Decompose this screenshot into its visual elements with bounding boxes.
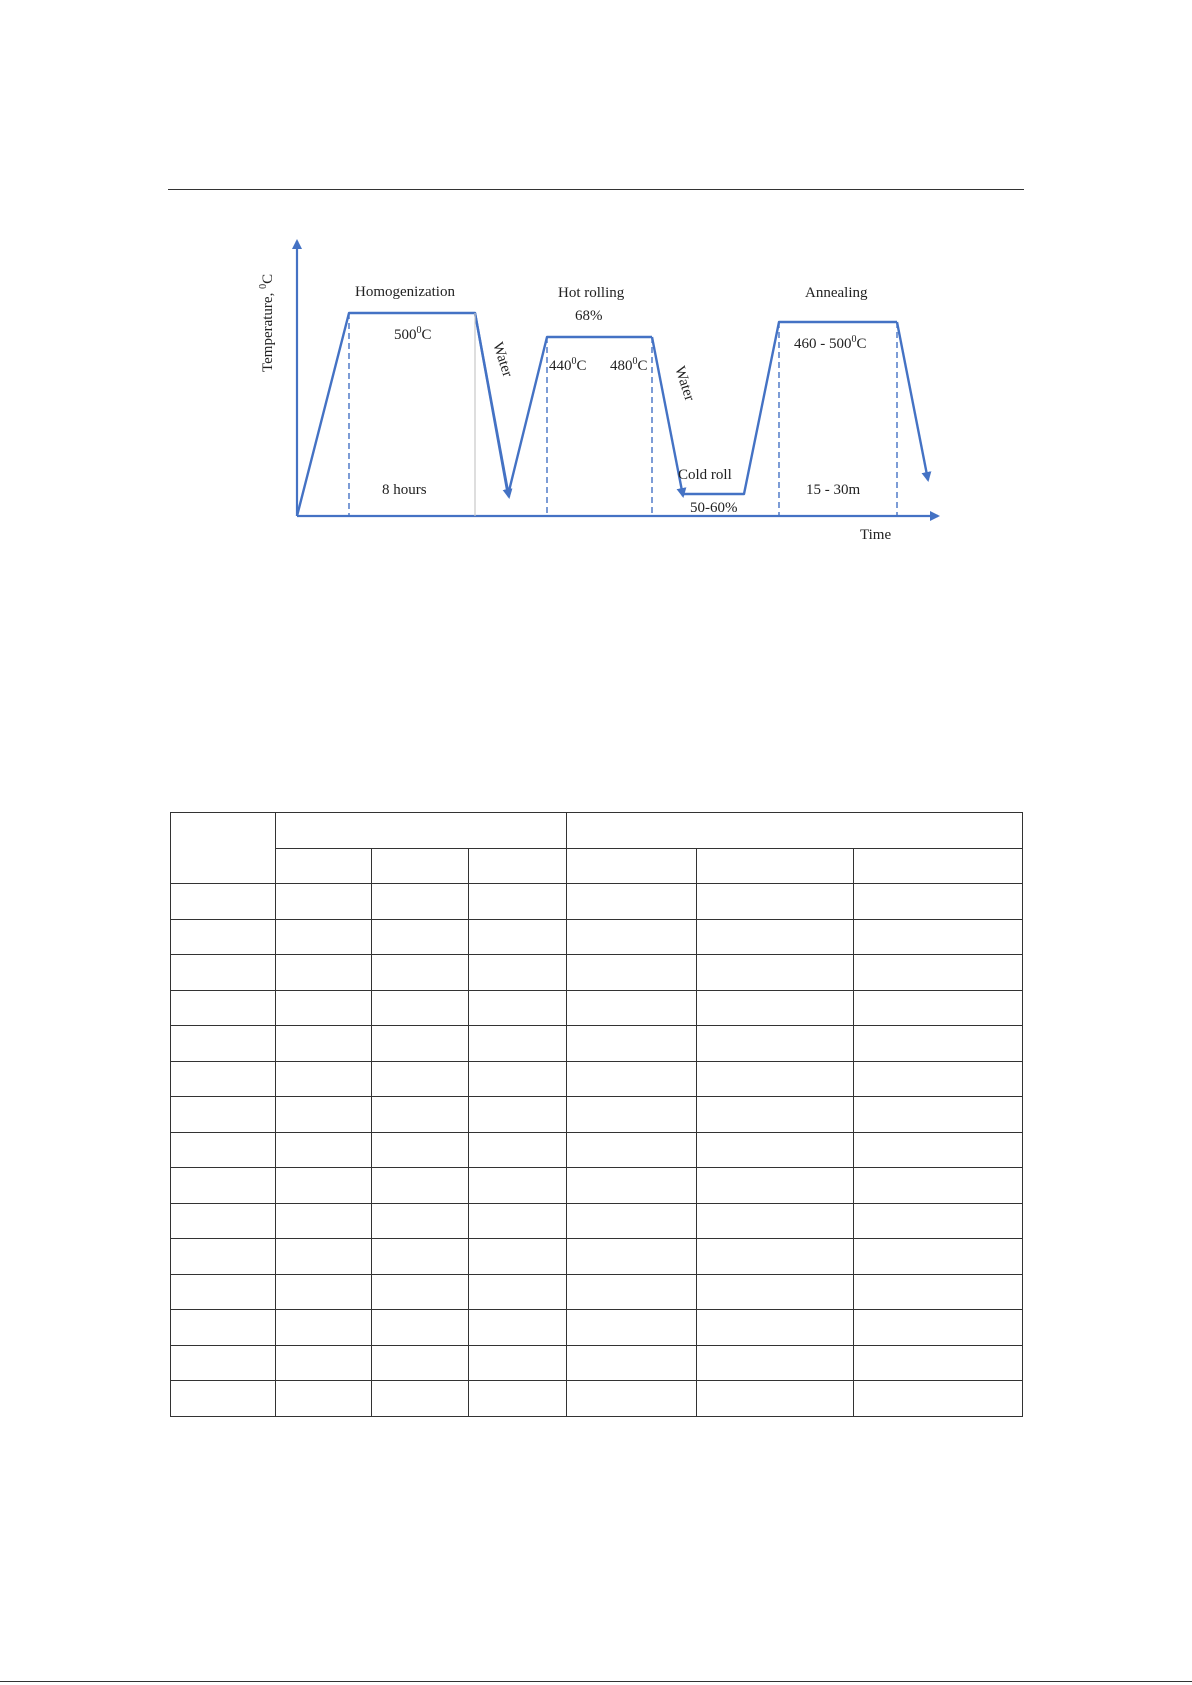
table-cell bbox=[469, 1345, 567, 1381]
table-cell bbox=[697, 1132, 854, 1168]
table-cell bbox=[469, 1132, 567, 1168]
table-cell bbox=[372, 884, 469, 920]
table-row bbox=[171, 1381, 1023, 1417]
table-cell bbox=[567, 990, 697, 1026]
table-cell bbox=[567, 1381, 697, 1417]
table-cell bbox=[469, 1061, 567, 1097]
table-cell bbox=[276, 1345, 372, 1381]
table-group-header-1 bbox=[276, 813, 567, 849]
table-cell bbox=[697, 990, 854, 1026]
table-cell bbox=[567, 1061, 697, 1097]
table-cell bbox=[469, 919, 567, 955]
x-axis-label: Time bbox=[860, 527, 892, 543]
water-label-1: Water bbox=[489, 340, 516, 379]
table-subheader bbox=[469, 848, 567, 884]
table-cell bbox=[469, 1310, 567, 1346]
table-cell bbox=[697, 1203, 854, 1239]
table-cell bbox=[469, 1168, 567, 1204]
table-row bbox=[171, 1274, 1023, 1310]
table-header-row bbox=[171, 813, 1023, 849]
table-cell bbox=[567, 1203, 697, 1239]
table-cell bbox=[276, 1061, 372, 1097]
table-row bbox=[171, 1239, 1023, 1275]
table-cell bbox=[469, 1203, 567, 1239]
table-cell bbox=[854, 1345, 1023, 1381]
table-cell bbox=[697, 1345, 854, 1381]
table-cell bbox=[697, 1310, 854, 1346]
table-cell bbox=[469, 884, 567, 920]
table-cell bbox=[854, 1274, 1023, 1310]
table-cell bbox=[854, 955, 1023, 991]
table-cell bbox=[171, 1239, 276, 1275]
homogenization-title: Homogenization bbox=[355, 284, 455, 300]
table-row bbox=[171, 990, 1023, 1026]
table-cell bbox=[697, 955, 854, 991]
table-cell bbox=[276, 1026, 372, 1062]
table-cell bbox=[372, 919, 469, 955]
table-cell bbox=[854, 1381, 1023, 1417]
table-cell bbox=[171, 1132, 276, 1168]
table-row bbox=[171, 919, 1023, 955]
table-cell bbox=[171, 1061, 276, 1097]
table-cell bbox=[276, 1381, 372, 1417]
table-row bbox=[171, 1310, 1023, 1346]
table-cell bbox=[697, 1274, 854, 1310]
table-cell bbox=[854, 919, 1023, 955]
table-cell bbox=[567, 955, 697, 991]
table-row bbox=[171, 1132, 1023, 1168]
cold-roll-reduction: 50-60% bbox=[690, 500, 738, 516]
table-group-header-2 bbox=[567, 813, 1023, 849]
table-cell bbox=[469, 1026, 567, 1062]
table-cell bbox=[171, 1168, 276, 1204]
table-cell bbox=[171, 990, 276, 1026]
table-cell bbox=[372, 1026, 469, 1062]
footer-rule bbox=[0, 1681, 1192, 1682]
table-cell bbox=[276, 990, 372, 1026]
table-cell bbox=[567, 884, 697, 920]
table-cell bbox=[276, 1310, 372, 1346]
table-row bbox=[171, 1061, 1023, 1097]
homogenization-temperature: $500^0C$ bbox=[394, 325, 432, 343]
table-cell bbox=[276, 1203, 372, 1239]
table-cell bbox=[372, 990, 469, 1026]
hot-rolling-temp-start: $440^0C$ bbox=[549, 356, 587, 374]
y-axis-label: Temperature, $^0$C bbox=[258, 273, 276, 372]
table-cell bbox=[567, 1097, 697, 1133]
hot-rolling-title: Hot rolling bbox=[558, 285, 625, 301]
table-cell bbox=[276, 1097, 372, 1133]
table-row bbox=[171, 1345, 1023, 1381]
table-subheader-row bbox=[171, 848, 1023, 884]
table-cell bbox=[854, 1097, 1023, 1133]
table-cell bbox=[372, 1310, 469, 1346]
table-cell bbox=[469, 990, 567, 1026]
table-cell bbox=[171, 955, 276, 991]
table-cell bbox=[171, 1097, 276, 1133]
table-subheader bbox=[276, 848, 372, 884]
table-cell bbox=[469, 1381, 567, 1417]
table-cell bbox=[372, 1097, 469, 1133]
table-cell bbox=[469, 1274, 567, 1310]
table-cell bbox=[372, 1274, 469, 1310]
table-cell bbox=[697, 1026, 854, 1062]
table-cell bbox=[854, 1239, 1023, 1275]
table-cell bbox=[567, 1168, 697, 1204]
table-subheader bbox=[372, 848, 469, 884]
hot-rolling-temp-end: $480^0C$ bbox=[610, 356, 648, 374]
table-cell bbox=[567, 1026, 697, 1062]
table-cell bbox=[171, 884, 276, 920]
table-cell bbox=[276, 884, 372, 920]
table-cell bbox=[697, 1097, 854, 1133]
annealing-duration: 15 - 30m bbox=[806, 482, 861, 498]
hot-rolling-reduction: 68% bbox=[575, 308, 603, 324]
table-cell bbox=[372, 1239, 469, 1275]
table-cell bbox=[276, 919, 372, 955]
table-cell bbox=[854, 1203, 1023, 1239]
table-cell bbox=[567, 1310, 697, 1346]
heat-treatment-diagram bbox=[0, 0, 1192, 560]
table-cell bbox=[697, 1168, 854, 1204]
table-cell bbox=[469, 1239, 567, 1275]
table-cell bbox=[276, 955, 372, 991]
table-cell bbox=[171, 1345, 276, 1381]
table-cell bbox=[469, 955, 567, 991]
table-cell bbox=[276, 1274, 372, 1310]
table-cell bbox=[171, 919, 276, 955]
table-row bbox=[171, 1203, 1023, 1239]
table-cell bbox=[372, 1168, 469, 1204]
table-subheader bbox=[697, 848, 854, 884]
table-cell bbox=[171, 1381, 276, 1417]
table-cell bbox=[171, 1203, 276, 1239]
table-cell bbox=[567, 1345, 697, 1381]
final-cooling-arrow bbox=[897, 322, 928, 480]
table-cell bbox=[854, 1061, 1023, 1097]
table-cell bbox=[372, 1345, 469, 1381]
table-row bbox=[171, 1026, 1023, 1062]
table-cell bbox=[697, 919, 854, 955]
table-cell bbox=[276, 1239, 372, 1275]
table-cell bbox=[567, 919, 697, 955]
table-cell bbox=[276, 1132, 372, 1168]
table-cell bbox=[697, 1381, 854, 1417]
cold-roll-title: Cold roll bbox=[678, 467, 732, 483]
table-cell bbox=[171, 1310, 276, 1346]
table-cell bbox=[697, 884, 854, 920]
table-cell bbox=[697, 1239, 854, 1275]
table-cell bbox=[854, 1168, 1023, 1204]
table-cell bbox=[372, 1203, 469, 1239]
data-table bbox=[170, 812, 1023, 1417]
table-cell bbox=[171, 1026, 276, 1062]
table-cell bbox=[372, 1381, 469, 1417]
table-cell bbox=[567, 1239, 697, 1275]
table-row bbox=[171, 1168, 1023, 1204]
water-label-2: Water bbox=[671, 364, 698, 403]
table-subheader bbox=[854, 848, 1023, 884]
table-cell bbox=[854, 1310, 1023, 1346]
table-cell bbox=[372, 1061, 469, 1097]
table-row bbox=[171, 955, 1023, 991]
table-cell bbox=[276, 1168, 372, 1204]
table-cell bbox=[469, 1097, 567, 1133]
table-cell bbox=[567, 1132, 697, 1168]
table-cell bbox=[567, 1274, 697, 1310]
table-cell bbox=[854, 884, 1023, 920]
table-cell bbox=[171, 1274, 276, 1310]
table-cell bbox=[372, 1132, 469, 1168]
table-cell bbox=[854, 990, 1023, 1026]
homogenization-duration: 8 hours bbox=[382, 482, 427, 498]
annealing-title: Annealing bbox=[805, 285, 868, 301]
table-cell bbox=[372, 955, 469, 991]
table-subheader bbox=[567, 848, 697, 884]
table-row bbox=[171, 1097, 1023, 1133]
table-row bbox=[171, 884, 1023, 920]
table-cell bbox=[854, 1132, 1023, 1168]
table-cell bbox=[697, 1061, 854, 1097]
annealing-temperature: $460 - 500^0C$ bbox=[794, 334, 867, 352]
table-corner-cell bbox=[171, 813, 276, 884]
table-cell bbox=[854, 1026, 1023, 1062]
